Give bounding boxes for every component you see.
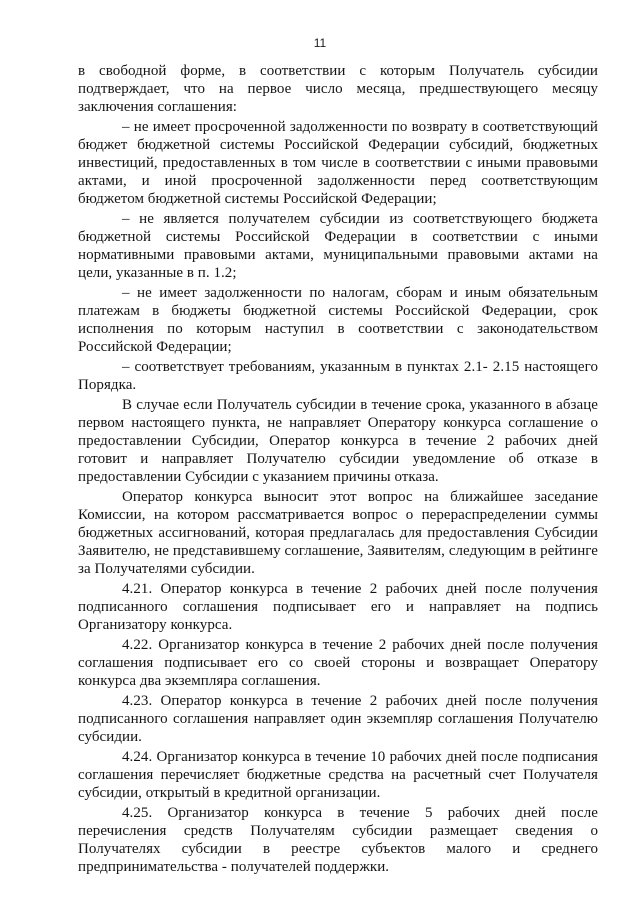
document-body [78, 62, 598, 878]
paragraph-4-23: 4.23. Оператор конкурса в течение 2 рабочих дней после получения подписанного соглашения направляет один экземпляр соглашения Получателю субсидии. [78, 693, 598, 745]
paragraph-commission-meeting: Оператор конкурса выносит этот вопрос на ближайшее заседание Комиссии, на котором рассматривается вопрос о перераспределении суммы бюджетных ассигнований, которая предлагалась для предоставления Субсидии Заявителю, не представившему соглашение, Заявителям, следующим в рейтинге за Получателями субсидии. [78, 489, 598, 577]
paragraph-not-recipient: – не является получателем субсидии из соответствующего бюджета бюджетной системы Российской Федерации в соответствии с иными нормативными правовыми актами, муниципальными правовыми актами на цели, указанные в п. 1.2; [78, 211, 598, 281]
paragraph-4-24: 4.24. Организатор конкурса в течение 10 рабочих дней после подписания соглашения перечисляет бюджетные средства на расчетный счет Получателя субсидии, открытый в кредитной организации. [78, 749, 598, 801]
page-number: 11 [313, 36, 327, 50]
paragraph-refusal-notice: В случае если Получатель субсидии в течение срока, указанного в абзаце первом настоящего пункта, не направляет Оператору конкурса соглашение о предоставлении Субсидии, Оператор конкурса в течение 2 рабочих дней готовит и направляет Получателю субсидии уведомление об отказе в предоставлении Субсидии с указанием причины отказа. [78, 397, 598, 485]
paragraph-4-22: 4.22. Организатор конкурса в течение 2 рабочих дней после получения соглашения подписывает его со своей стороны и возвращает Оператору конкурса два экземпляра соглашения. [78, 637, 598, 689]
paragraph-intro: в свободной форме, в соответствии с которым Получатель субсидии подтверждает, что на первое число месяца, предшествующего месяцу заключения соглашения: [78, 63, 598, 115]
paragraph-meets-requirements: – соответствует требованиям, указанным в пунктах 2.1- 2.15 настоящего Порядка. [78, 359, 598, 393]
paragraph-4-25: 4.25. Организатор конкурса в течение 5 рабочих дней после перечисления средств Получателям субсидии размещает сведения о Получателях субсидии в реестре субъектов малого и среднего предпринимательства - получателей поддержки. [78, 805, 598, 875]
paragraph-no-tax-debt: – не имеет задолженности по налогам, сборам и иным обязательным платежам в бюджеты бюджетной системы Российской Федерации, срок исполнения по которым наступил в соответствии с законодательством Российской Федерации; [78, 285, 598, 355]
paragraph-no-overdue-debt: – не имеет просроченной задолженности по возврату в соответствующий бюджет бюджетной системы Российской Федерации субсидий, бюджетных инвестиций, предоставленных в том числе в соответствии с иными правовыми актами, и иной просроченной задолженности перед соответствующим бюджетом бюджетной системы Российской Федерации; [78, 119, 598, 207]
paragraph-4-21: 4.21. Оператор конкурса в течение 2 рабочих дней после получения подписанного соглашения подписывает его и направляет на подпись Организатору конкурса. [78, 581, 598, 633]
